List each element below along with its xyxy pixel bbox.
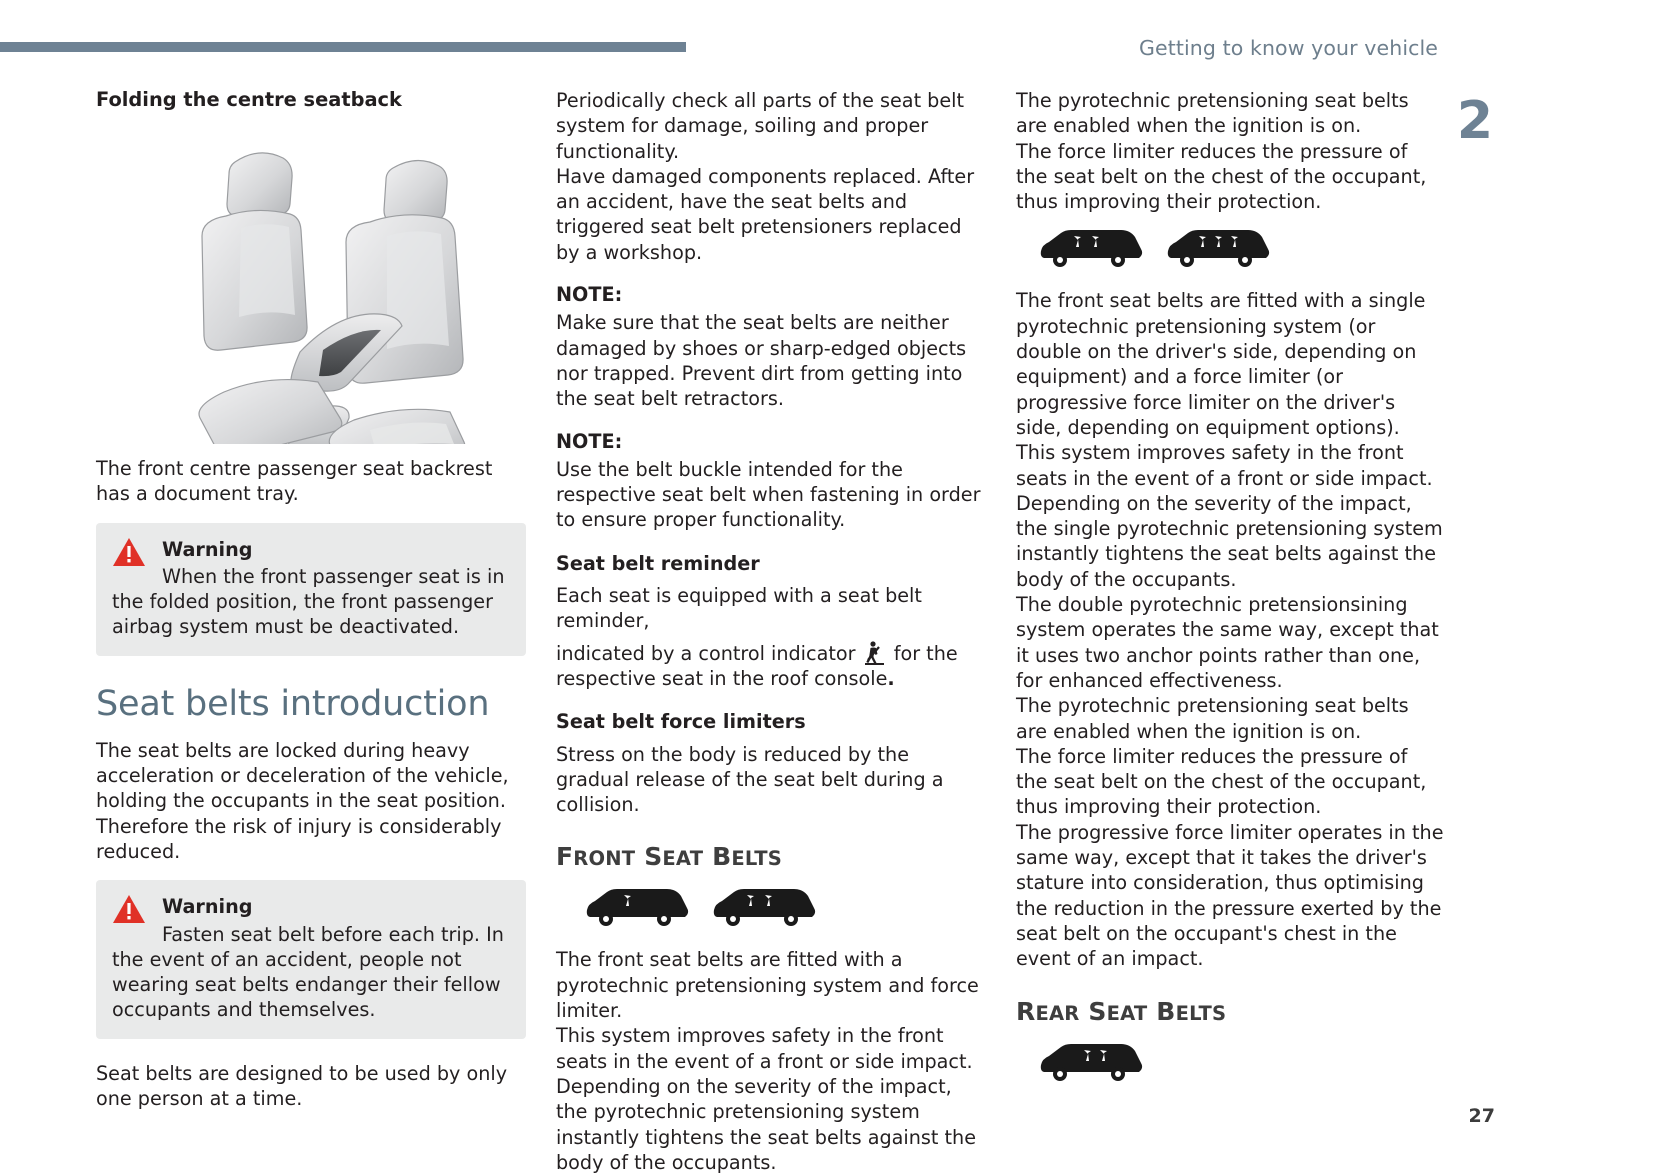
header-title: Getting to know your vehicle	[1139, 36, 1438, 60]
warning-text: When the front passenger seat is in the folded position, the front passenger airbag system must be deactivated.	[112, 564, 505, 639]
warning-box-fasten-belt	[96, 880, 526, 1038]
page-number: 27	[1468, 1105, 1495, 1127]
paragraph-reminder-b: indicated by a control indicator	[556, 641, 856, 665]
paragraph-reminder-a: Each seat is equipped with a seat belt reminder,	[556, 584, 922, 633]
warning-triangle-icon	[112, 894, 146, 924]
section-title-seat-belts-introduction: Seat belts introduction	[96, 683, 490, 724]
header-rule	[0, 42, 686, 52]
heading-front-seat-belts: FRONT SEAT BELTS	[556, 842, 783, 872]
paragraph-single-system-severity: Depending on the severity of the impact, the single pyrotechnic pretensioning system instantly tightens the seat belts against the body of the occupants.	[1016, 491, 1443, 591]
paragraph-improves-safety: This system improves safety in the front seats in the event of a front or side impact.	[1016, 441, 1433, 490]
van-side-icon-double-pretensioner-1	[1038, 228, 1143, 272]
note-text-1: Make sure that the seat belts are neither damaged by shoes or sharp-edged objects nor trapped. Prevent dirt from getting into the seat belt retractors.	[556, 311, 967, 411]
paragraph-pretensioners-ignition: The pyrotechnic pretensioning seat belts are enabled when the ignition is on.	[1016, 89, 1409, 138]
paragraph-front-belts-fitted: The front seat belts are fitted with a pyrotechnic pretensioning system and force limiter.	[556, 948, 979, 1023]
heading-seat-belt-reminder: Seat belt reminder	[556, 551, 760, 575]
caption-document-tray: The front centre passenger seat backrest has a document tray.	[96, 457, 493, 506]
van-side-icon-double-pretensioner-2	[1165, 228, 1270, 272]
column-three	[1016, 88, 1444, 1102]
column-one	[96, 88, 526, 1111]
warning-box-airbag	[96, 523, 526, 656]
note-label-2: NOTE:	[556, 429, 623, 453]
paragraph-force-limiter-pressure-2: The force limiter reduces the pressure of the seat belt on the chest of the occupant, thus improving their protection.	[1016, 744, 1427, 819]
paragraph-front-belts-safety: This system improves safety in the front seats in the event of a front or side impact.	[556, 1024, 973, 1073]
paragraph-front-belts-severity: Depending on the severity of the impact, the pyrotechnic pretensioning system instantly tightens the seat belts against the body of the occupants.	[556, 1074, 977, 1174]
paragraph-one-person: Seat belts are designed to be used by only one person at a time.	[96, 1061, 508, 1111]
van-side-icon-front-belts-1	[584, 887, 689, 931]
paragraph-damaged-components: Have damaged components replaced. After an accident, have the seat belts and triggered seat belt pretensioners replaced by a workshop.	[556, 164, 975, 264]
paragraph-reminder-d: .	[887, 666, 895, 690]
front-seats-illustration	[104, 124, 504, 444]
double-pretensioner-icon-row	[1038, 228, 1444, 272]
paragraph-force-limiters: Stress on the body is reduced by the gradual release of the seat belt during a collision.	[556, 742, 944, 817]
heading-rear-seat-belts: REAR SEAT BELTS	[1016, 996, 1227, 1026]
warning-title: Warning	[162, 537, 253, 561]
note-label-1: NOTE:	[556, 283, 623, 307]
paragraph-periodic-check: Periodically check all parts of the seat belt system for damage, soiling and proper functionality.	[556, 89, 965, 163]
warning-title: Warning	[162, 895, 253, 919]
rear-belt-icon-row	[1038, 1042, 1444, 1086]
paragraph-seat-belts-locked: The seat belts are locked during heavy acceleration or deceleration of the vehicle, holding the occupants in the seat position. Therefore the risk of injury is considerably reduced.	[96, 738, 509, 863]
front-belt-icon-row	[584, 887, 988, 931]
paragraph-progressive-force-limiter: The progressive force limiter operates in the same way, except that it takes the driver's stature into consideration, thus optimising the reduction in the pressure exerted by the seat belt on the occupant's chest in the event of an impact.	[1016, 820, 1444, 971]
paragraph-double-system: The double pyrotechnic pretensionsining system operates the same way, except that it uses two anchor points rather than one, for enhanced effectiveness.	[1016, 593, 1439, 692]
paragraph-force-limiter-pressure: The force limiter reduces the pressure of the seat belt on the chest of the occupant, thus improving their protection.	[1016, 139, 1427, 214]
paragraph-single-or-double: The front seat belts are fitted with a single pyrotechnic pretensioning system (or double on the driver's side, depending on equipment) and a force limiter (or progressive force limiter on the driver's side, depending on equipment options).	[1016, 289, 1426, 439]
paragraph-reminder-c: for the respective seat in the roof console	[556, 641, 958, 690]
paragraph-pretensioners-ignition-2: The pyrotechnic pretensioning seat belts are enabled when the ignition is on.	[1016, 694, 1409, 743]
column-two	[556, 88, 988, 1175]
chapter-number: 2	[1456, 91, 1493, 151]
heading-folding-centre-seatback: Folding the centre seatback	[96, 88, 402, 111]
warning-text: Fasten seat belt before each trip. In the event of an accident, people not wearing seat belts endanger their fellow occupants and themselves.	[112, 922, 504, 1022]
van-side-icon-front-belts-2	[711, 887, 816, 931]
van-side-icon-rear-belts	[1038, 1042, 1143, 1086]
note-text-2: Use the belt buckle intended for the respective seat belt when fastening in order to ensure proper functionality.	[556, 457, 981, 532]
seat-belt-reminder-icon	[862, 640, 888, 666]
heading-seat-belt-force-limiters: Seat belt force limiters	[556, 710, 806, 734]
warning-triangle-icon	[112, 537, 146, 567]
